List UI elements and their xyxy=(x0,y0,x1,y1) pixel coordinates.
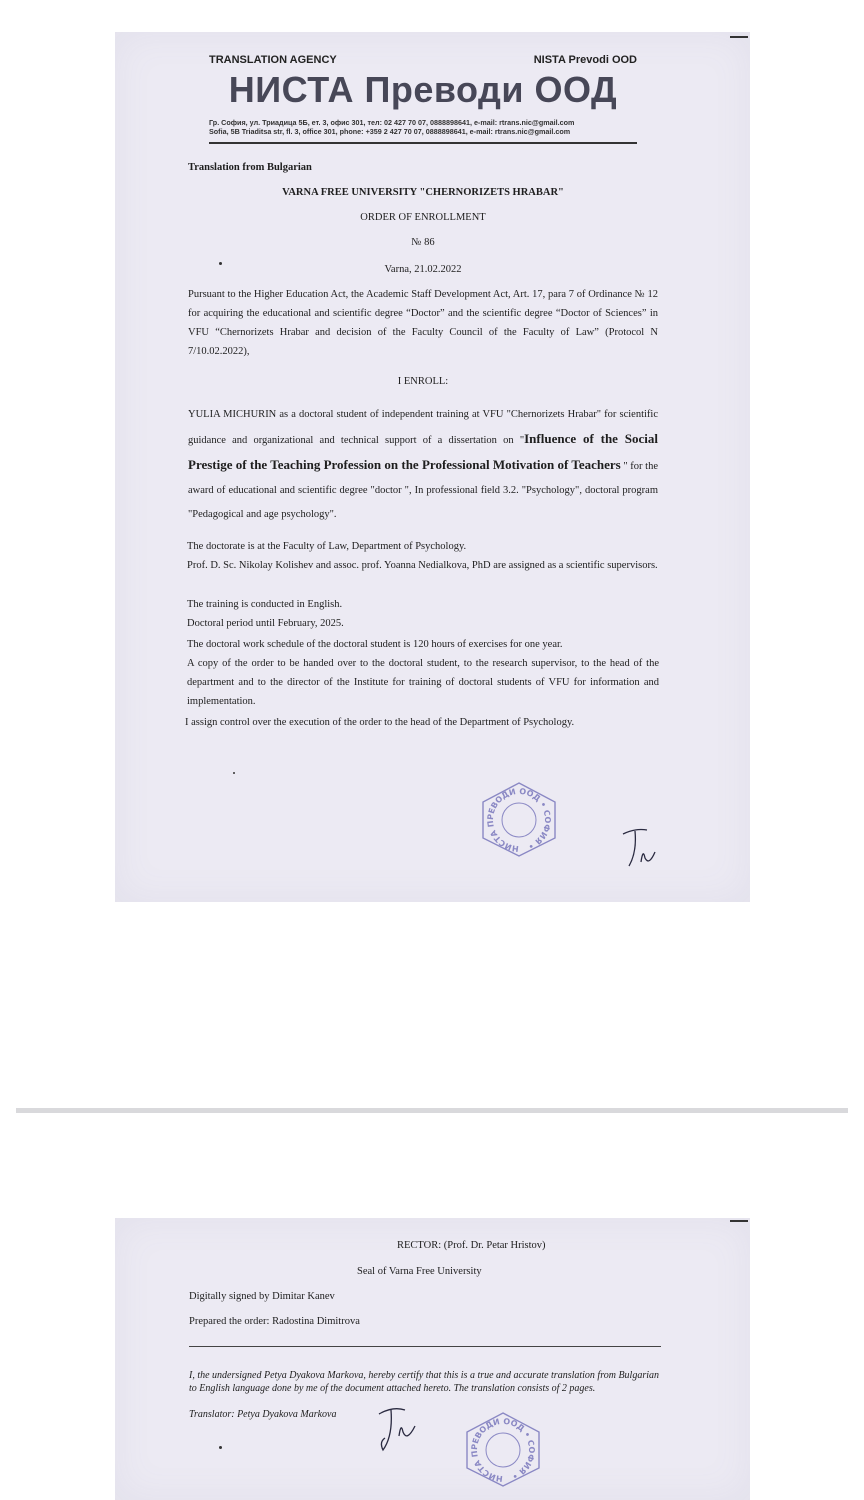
address-en: Sofia, 5B Triaditsa str, fl. 3, office 301, phone: +359 2 427 70 07, 0888898641, e-mail: rtrans.nic@gmail.com xyxy=(209,127,571,136)
document-page-1 xyxy=(115,32,750,902)
prepared-by-line: Prepared the order: Radostina Dimitrova xyxy=(189,1316,360,1327)
copy-instructions: A copy of the order to be handed over to the doctoral student, to the research supervisor, to the head of the department and to the director of the Institute for training of doctoral students of VFU for information and implementation. xyxy=(187,658,659,707)
enroll-paragraph xyxy=(188,403,658,527)
translation-note: Translation from Bulgarian xyxy=(188,162,312,173)
university-title: VARNA FREE UNIVERSITY "CHERNORIZETS HRABAR" xyxy=(282,187,564,198)
address-bg: Гр. София, ул. Триадица 5Б, ет. 3, офис 301, тел: 02 427 70 07, 0888898641, e-mail: rtrans.nic@gmail.com xyxy=(209,118,575,127)
doctorate-department: The doctorate is at the Faculty of Law, Department of Psychology. xyxy=(187,541,467,552)
document-page-2 xyxy=(115,1218,750,1500)
page-divider xyxy=(16,1108,848,1113)
agency-stamp xyxy=(461,1410,545,1488)
enroll-text-1: YULIA MICHURIN as a doctoral student of independent training at VFU "Chernorizets Hrabar" for scientific guidance and organizational and technical support of a dissertation on " xyxy=(188,409,658,446)
letterhead-rule xyxy=(209,142,637,144)
seal-line: Seal of Varna Free University xyxy=(357,1266,482,1277)
supervisors: Prof. D. Sc. Nikolay Kolishev and assoc. prof. Yoanna Nedialkova, PhD are assigned as a scientific supervisors. xyxy=(187,560,658,571)
digital-signature-line: Digitally signed by Dimitar Kanev xyxy=(189,1291,335,1302)
translator-signature xyxy=(373,1402,423,1458)
order-number: № 86 xyxy=(411,237,435,248)
enroll-heading: I ENROLL: xyxy=(397,376,449,387)
training-language: The training is conducted in English. xyxy=(187,599,343,610)
agency-logo-name: НИСТА Преводи ООД xyxy=(228,69,618,110)
page-corner-mark xyxy=(730,36,748,38)
svg-text:НИСТА ПРЕВОДИ ООД • СОФИЯ •: НИСТА ПРЕВОДИ ООД • СОФИЯ • xyxy=(469,1416,537,1484)
pursuant-paragraph: Pursuant to the Higher Education Act, the Academic Staff Development Act, Art. 17, para 7 of Ordinance № 12 for acquiring the educational and scientific degree “Doctor” and the scientific degree “Doctor of Sciences” in VFU “Chernorizets Hrabar and decision of the Faculty Council of the Faculty of Law” (Protocol N 7/10.02.2022), xyxy=(188,289,658,357)
control-assignment: I assign control over the execution of the order to the head of the Department of Psychology. xyxy=(185,717,575,728)
work-schedule: The doctoral work schedule of the doctoral student is 120 hours of exercises for one year. xyxy=(187,639,563,650)
speck xyxy=(233,772,235,774)
agency-label: TRANSLATION AGENCY xyxy=(209,54,337,66)
order-title: ORDER OF ENROLLMENT xyxy=(360,212,486,223)
place-date: Varna, 21.02.2022 xyxy=(384,264,462,275)
rector-line: RECTOR: (Prof. Dr. Petar Hristov) xyxy=(397,1240,546,1251)
agency-address xyxy=(209,118,637,136)
dissertation-title: Influence of the Social Prestige of the Teaching Profession on the Professional Motivation of Teachers xyxy=(188,431,658,472)
speck xyxy=(219,1446,222,1449)
svg-text:НИСТА ПРЕВОДИ ООД • СОФИЯ •: НИСТА ПРЕВОДИ ООД • СОФИЯ • xyxy=(485,786,553,854)
agency-name-en: NISTA Prevodi OOD xyxy=(533,54,637,66)
enroll-text-2: " for the award of educational and scientific degree "doctor ", In professional field 3.2. "Psychology", doctoral program "Pedagogical and age psychology". xyxy=(188,461,659,520)
doctoral-period: Doctoral period until February, 2025. xyxy=(187,618,344,629)
signature xyxy=(615,822,665,872)
translator-name: Translator: Petya Dyakova Markova xyxy=(189,1409,337,1420)
certification-text: I, the undersigned Petya Dyakova Markova, hereby certify that this is a true and accurate translation from Bulgarian to English language done by me of the document attached hereto. The translation consists of 2 pages. xyxy=(189,1370,660,1394)
certification-rule xyxy=(189,1346,661,1347)
page-corner-mark xyxy=(730,1220,748,1222)
agency-stamp xyxy=(477,780,561,858)
